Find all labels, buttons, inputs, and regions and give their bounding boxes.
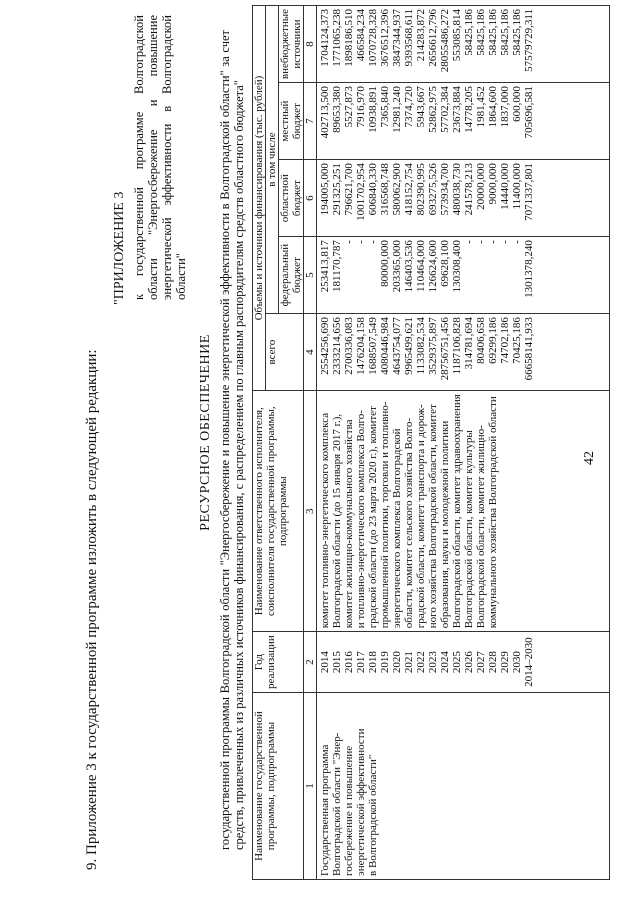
column-number: 8 [304, 6, 317, 83]
extrabudget-line: 58425,186 [511, 9, 523, 56]
executors-line: энергетического комплекса Волгоградской [391, 428, 403, 629]
total-line: 4080446,984 [379, 317, 391, 375]
regional-line: 241578,213 [463, 163, 475, 216]
extrabudget-line: 58425,186 [499, 9, 511, 56]
total-line: 66658141,933 [523, 317, 535, 381]
executors-line: ного хозяйства Волгоградской области, комитет [427, 404, 439, 629]
federal-line: 80000,000 [379, 240, 391, 287]
executors-line: промышленной политики, торговли и топливно- [379, 401, 391, 629]
total-line: 2333214,656 [331, 317, 343, 375]
resource-table [252, 5, 610, 880]
page-number: 42 [582, 451, 597, 465]
local-line: 57702,384 [439, 86, 451, 133]
years-line: 2015 [331, 651, 343, 674]
name-line: Волгоградской области "Энер- [331, 732, 343, 876]
header-total: всего [266, 314, 304, 391]
local-line: 12981,240 [391, 86, 403, 133]
federal-line: 1301378,240 [523, 240, 535, 298]
local-line: 14778,205 [463, 86, 475, 133]
extrabudget-line: 553085,814 [451, 9, 463, 62]
header-local: местный бюджет [279, 83, 304, 160]
local-line: 1981,452 [475, 86, 487, 128]
extrabudget-line: 1898186,510 [343, 9, 355, 67]
years-line: 2024 [439, 651, 451, 674]
executors-line: области, комитет сельского хозяйства Волго- [403, 417, 415, 629]
year-cell [317, 632, 610, 693]
regional-cell [317, 160, 610, 237]
program-name-cell [317, 693, 610, 880]
total-line: 70425,186 [511, 317, 523, 364]
name-line: энергетической эффективности [355, 728, 367, 876]
intro-text: 9. Приложение 3 к государственной программе изложить в следующей редакции: [84, 349, 100, 870]
regional-line: 194005,000 [319, 163, 331, 216]
extrabudget-line: 1771065,238 [331, 9, 343, 67]
regional-line: 291325,251 [331, 163, 343, 216]
extrabudget-line: 2656612,796 [427, 9, 439, 67]
column-number: 7 [304, 83, 317, 160]
total-line: 2700336,083 [343, 317, 355, 375]
years-line: 2027 [475, 651, 487, 674]
executors-line: комитет топливно-энергетического комплекса [319, 412, 331, 629]
header-executor: Наименование ответственного исполнителя, соисполнителя государственной программы, подпрограммы [253, 391, 304, 632]
local-line: 7916,970 [355, 86, 367, 128]
header-including: в том числе [266, 6, 279, 314]
federal-line: 126624,600 [427, 240, 439, 293]
federal-line: - [511, 240, 523, 244]
federal-line: 130308,400 [451, 240, 463, 293]
total-line: 314781,694 [463, 317, 475, 370]
extrabudget-line: 214283,872 [415, 9, 427, 62]
local-cell [317, 83, 610, 160]
executors-line: градской области, комитет транспорта и дорож- [415, 404, 427, 629]
total-line: 74702,186 [499, 317, 511, 364]
regional-line: 7071337,801 [523, 163, 535, 221]
federal-line: - [355, 240, 367, 244]
local-line: 52862,975 [427, 86, 439, 133]
local-line: 89653,380 [331, 86, 343, 133]
extrabudget-line: 9393568,611 [403, 9, 415, 67]
years-line: 2020 [391, 651, 403, 674]
regional-line: 480038,730 [451, 163, 463, 216]
local-line: 23673,884 [451, 86, 463, 133]
years-line: 2026 [463, 651, 475, 674]
header-extrabudget: внебюджетные источники [279, 6, 304, 83]
years-line: 2030 [511, 651, 523, 674]
local-line: 705696,581 [523, 86, 535, 139]
local-line: 10938,891 [367, 86, 379, 133]
appendix-title: "ПРИЛОЖЕНИЕ 3 [112, 191, 127, 305]
total-line: 9965499,621 [403, 317, 415, 375]
header-year: Год реализации [253, 632, 304, 693]
name-line: госбережение и повышение [343, 745, 355, 876]
total-line: 3529375,897 [427, 317, 439, 375]
executors-line: коммунального хозяйства Волгоградской области [487, 396, 499, 629]
extrabudget-line: 58425,186 [475, 9, 487, 56]
federal-line: 203365,000 [391, 240, 403, 293]
federal-line: - [475, 240, 487, 244]
federal-cell [317, 237, 610, 314]
years-line: 2028 [487, 651, 499, 674]
extrabudget-line: 28055486,272 [439, 9, 451, 73]
column-number: 3 [304, 391, 317, 632]
name-line: в Волгоградской области" [367, 754, 379, 876]
years-line: 2029 [499, 651, 511, 674]
executors-line: Волгоградской области (до 15 января 2017 г.), [331, 413, 343, 629]
federal-line: - [367, 240, 379, 244]
executors-line: и топливно-энергетического комплекса Волго- [355, 410, 367, 629]
regional-line: 693275,526 [427, 163, 439, 216]
local-line: 402713,500 [319, 86, 331, 139]
executors-line: образования, науки и молодежной политики [439, 420, 451, 629]
extrabudget-line: 57579729,311 [523, 9, 535, 72]
years-line: 2025 [451, 651, 463, 674]
years-line: 2023 [427, 651, 439, 674]
regional-line: 20000,000 [475, 163, 487, 210]
federal-line: 69628,100 [439, 240, 451, 287]
federal-line: - [463, 240, 475, 244]
name-line: Государственная программа [319, 744, 331, 876]
local-line: 1864,600 [487, 86, 499, 128]
extrabudget-line: 58425,186 [463, 9, 475, 56]
document-title: РЕСУРСНОЕ ОБЕСПЕЧЕНИЕ [198, 334, 213, 531]
column-number: 4 [304, 314, 317, 391]
total-line: 80406,658 [475, 317, 487, 364]
extrabudget-line: 3676512,396 [379, 9, 391, 67]
regional-line: 802390,995 [415, 163, 427, 216]
extrabudget-line: 3847344,937 [391, 9, 403, 67]
header-federal: федеральный бюджет [279, 237, 304, 314]
executors-line: градской области (до 23 марта 2020 г.), комитет [367, 406, 379, 629]
total-line: 28756751,456 [439, 317, 451, 381]
column-number: 5 [304, 237, 317, 314]
total-line: 1688507,549 [367, 317, 379, 375]
executor-cell [317, 391, 610, 632]
years-line: 2022 [415, 651, 427, 674]
regional-line: 606840,330 [367, 163, 379, 216]
regional-line: 11400,000 [511, 163, 523, 210]
regional-line: 9000,000 [487, 163, 499, 205]
regional-line: 1001702,954 [355, 163, 367, 221]
years-line: 2018 [367, 651, 379, 674]
header-regional: областной бюджет [279, 160, 304, 237]
local-line: 5943,667 [415, 86, 427, 128]
years-line: 2016 [343, 651, 355, 674]
years-line: 2019 [379, 651, 391, 674]
federal-line: 181170,787 [331, 240, 343, 292]
total-line: 69299,186 [487, 317, 499, 364]
local-line: 7374,720 [403, 86, 415, 128]
federal-line: - [487, 240, 499, 244]
years-line: 2017 [355, 651, 367, 674]
regional-line: 580062,900 [391, 163, 403, 216]
federal-line: 253413,817 [319, 240, 331, 293]
extrabudget-line: 1704124,373 [319, 9, 331, 67]
executors-line: Волгоградской области, комитет культуры [463, 430, 475, 629]
federal-line: - [499, 240, 511, 244]
extrabudget-line: 1070728,328 [367, 9, 379, 67]
total-line: 4643754,077 [391, 317, 403, 375]
regional-line: 418152,754 [403, 163, 415, 216]
extrabudget-cell [317, 6, 610, 83]
column-number: 6 [304, 160, 317, 237]
document-subtitle: государственной программы Волгоградской области "Энергосбережение и повышение энергетической эффективности в Волгоградской области" за счет средств, привлеченных из различных источников финансирования, с распределением по главным распорядителям средств областного бюджета" [218, 30, 246, 850]
federal-line: 146403,536 [403, 240, 415, 293]
total-cell [317, 314, 610, 391]
local-line: 600,000 [511, 86, 523, 122]
header-funding: Объемы и источники финансирования (тыс. рублей) [253, 6, 266, 391]
years-line: 2014–2030 [523, 637, 535, 687]
local-line: 1837,000 [499, 86, 511, 128]
extrabudget-line: 58425,186 [487, 9, 499, 56]
total-line: 1187106,828 [451, 317, 463, 375]
total-line: 2554256,690 [319, 317, 331, 375]
regional-line: 796621,700 [343, 163, 355, 216]
column-number: 2 [304, 632, 317, 693]
header-program-name: Наименование государственной программы, подпрограммы [253, 693, 304, 880]
local-line: 5527,873 [343, 86, 355, 128]
years-line: 2014 [319, 651, 331, 674]
federal-line: - [343, 240, 355, 244]
extrabudget-line: 466584,234 [355, 9, 367, 62]
executors-line: Волгоградской области, комитет жилищно- [475, 425, 487, 629]
regional-line: 14440,000 [499, 163, 511, 210]
federal-line: 110464,000 [415, 240, 427, 292]
total-line: 1133082,534 [415, 317, 427, 375]
total-line: 1476204,158 [355, 317, 367, 375]
appendix-reference: к государственной программе Волгоградской области "Энергосбережение и повышение энергетической эффективности в Волгоградской области" [132, 15, 188, 300]
regional-line: 573934,700 [439, 163, 451, 216]
regional-line: 316568,748 [379, 163, 391, 216]
local-line: 7365,840 [379, 86, 391, 128]
years-line: 2021 [403, 651, 415, 674]
executors-line: Волгоградской области, комитет здравоохранения [451, 394, 463, 629]
column-number: 1 [304, 693, 317, 880]
executors-line: комитет жилищно-коммунального хозяйства [343, 419, 355, 629]
